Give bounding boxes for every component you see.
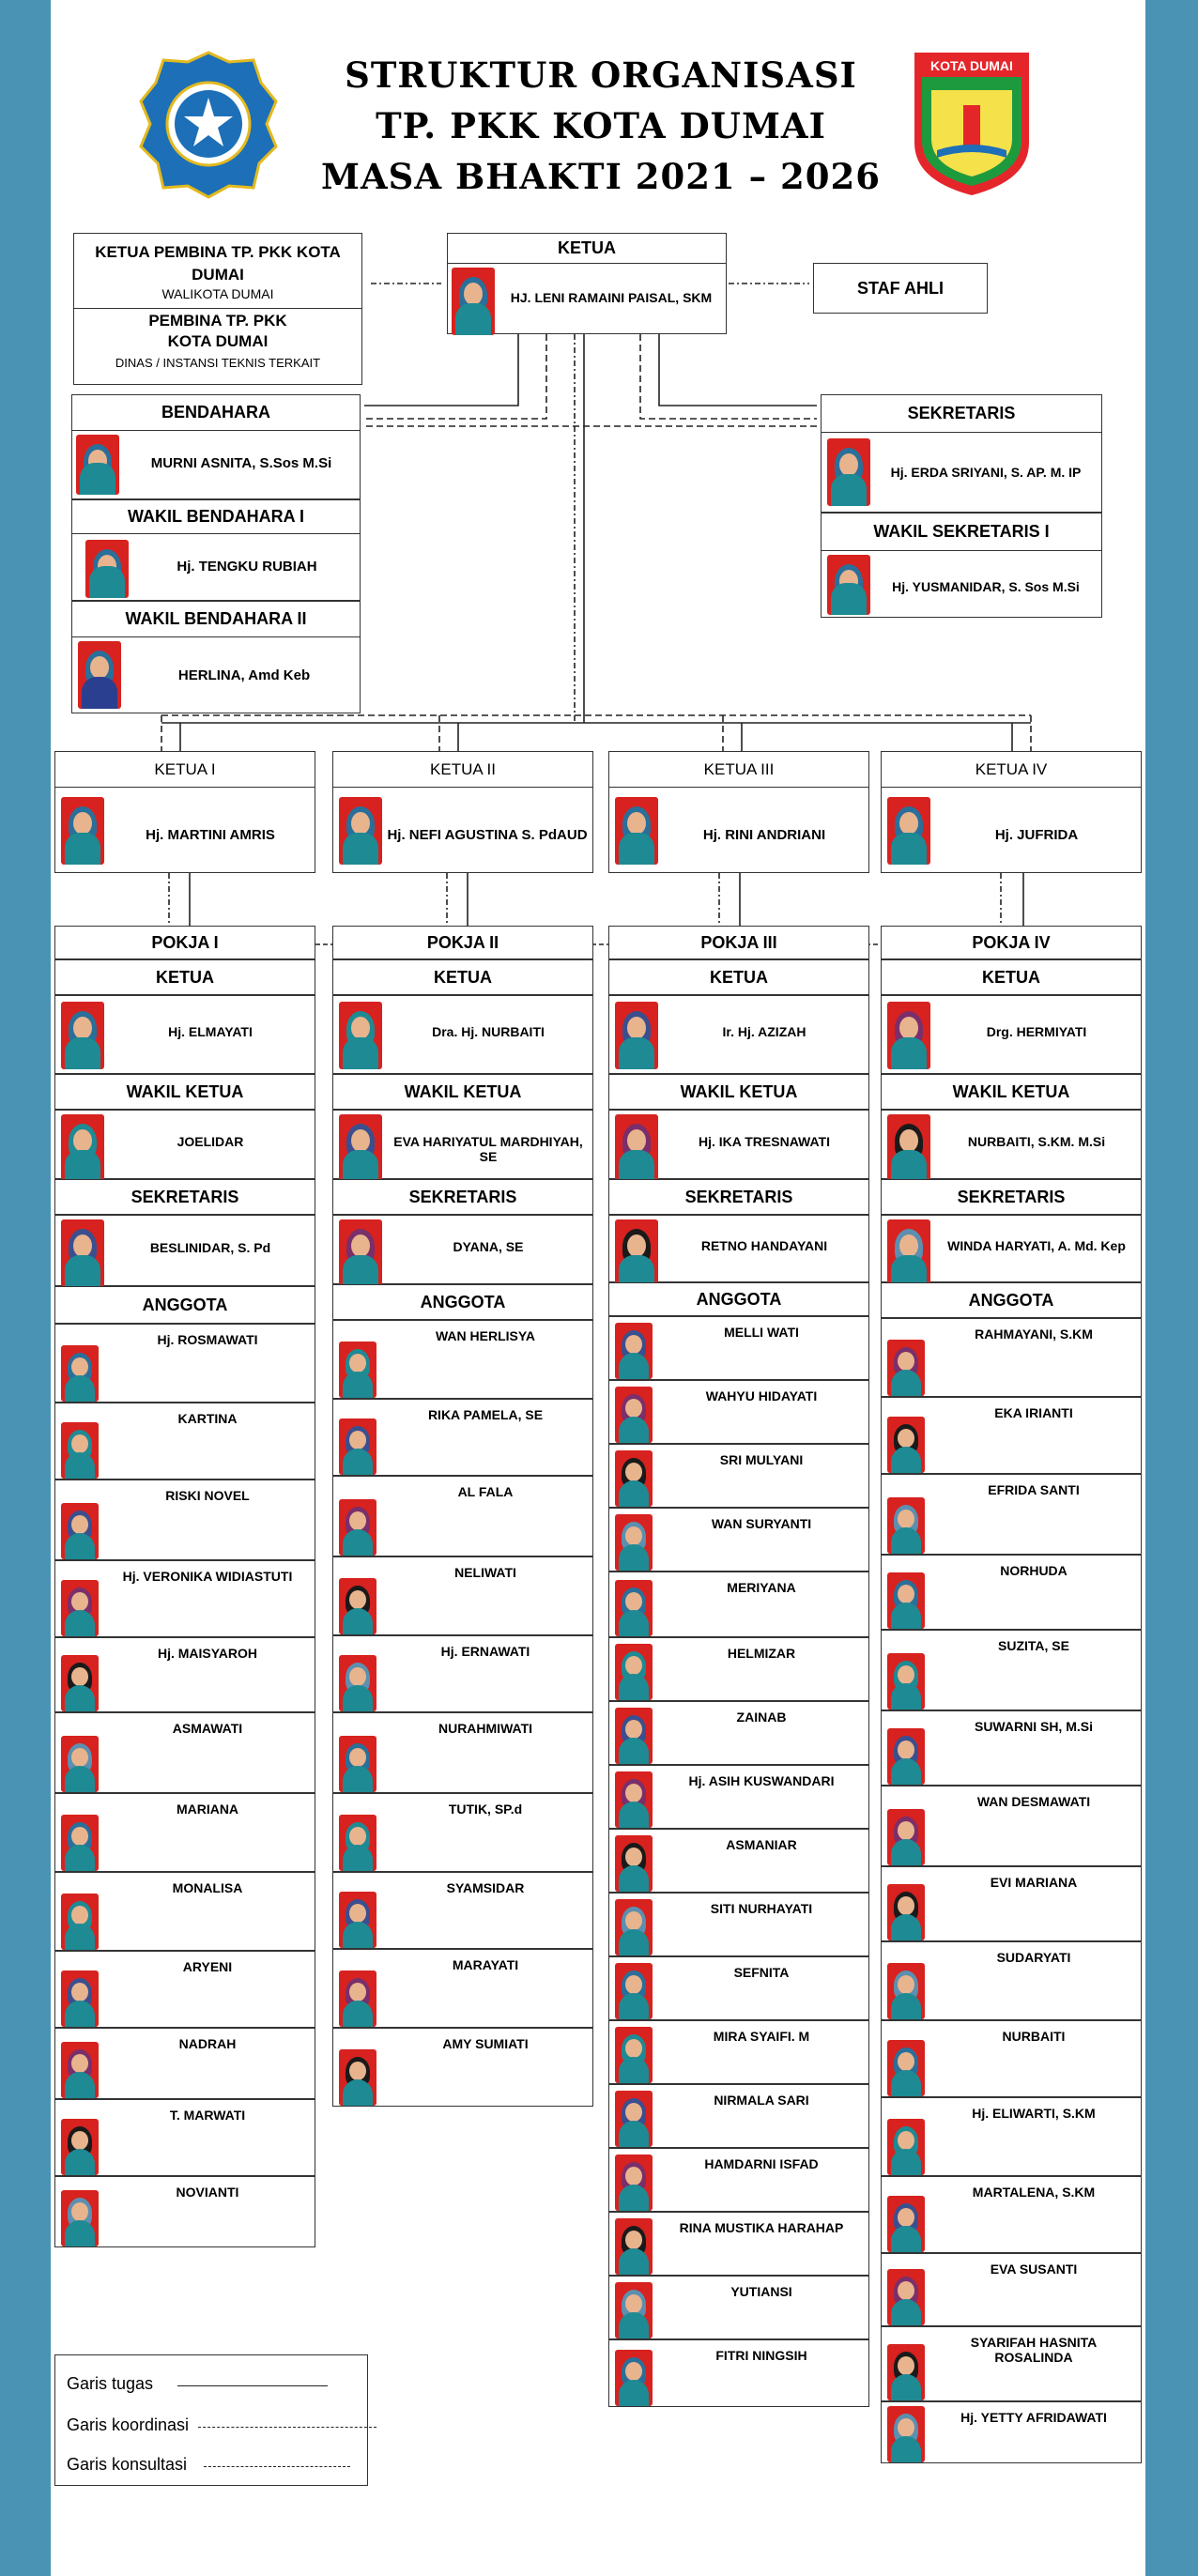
ketua-3-photo [615,797,658,865]
pokja-4-anggota-name: RAHMAYANI, S.KM [975,1326,1093,1342]
pokja-4-title: POKJA IV [881,926,1142,959]
pokja-3-anggota-photo [615,2350,653,2406]
pokja-4-anggota-photo [887,1653,925,1710]
pokja-4-anggota-header: ANGGOTA [881,1282,1142,1318]
pokja-2-anggota-name: AL FALA [457,1484,514,1499]
pokja-2-anggota-photo [339,1342,376,1398]
pokja-1-sekretaris-photo [61,1219,104,1287]
legend-koordinasi-line [198,2427,376,2428]
pokja-3-anggota-name: SITI NURHAYATI [710,1901,813,1916]
pokja-3-anggota-row [608,1572,869,1637]
pokja-3-anggota-photo [615,2027,653,2083]
pokja-2-anggota-row [332,1872,593,1949]
pokja-3-ketua-header: KETUA [608,959,869,995]
pokja-3-anggota-name: NIRMALA SARI [714,2093,809,2108]
pokja-1-anggota-photo [61,1345,99,1402]
pokja-1-ketua-box [54,995,315,1074]
pokja-1-anggota-row [54,1403,315,1480]
pokja-3-anggota-header: ANGGOTA [608,1282,869,1316]
title-line1: STRUKTUR ORGANISASI [345,54,857,96]
pokja-2-sekretaris-photo [339,1219,382,1287]
pokja-3-anggota-row [608,2020,869,2084]
pokja-4-anggota-name: EVI MARIANA [990,1875,1078,1890]
pokja-1-ketua-name: Hj. ELMAYATI [168,1024,253,1039]
pokja-4-anggota-photo [887,1963,925,2019]
pokja-2-anggota-row [332,1949,593,2028]
pokja-3-anggota-row [608,1508,869,1572]
pokja-3-anggota-name: HELMIZAR [727,1646,796,1661]
pokja-4-anggota-name: NORHUDA [1000,1563,1067,1578]
pokja-2-anggota-row [332,1320,593,1399]
pokja-4-anggota-photo [887,2344,925,2400]
pokja-4-anggota-photo [887,1572,925,1629]
pembina-subtitle: DINAS / INSTANSI TEKNIS TERKAIT [115,356,321,370]
pokja-2-anggota-row [332,1399,593,1476]
ketua-2-title: KETUA II [333,752,592,788]
pokja-2-anggota-name: NURAHMIWATI [438,1721,533,1736]
pokja-3-sekretaris-header: SEKRETARIS [608,1179,869,1215]
pokja-3-wakil_ketua-header: WAKIL KETUA [608,1074,869,1110]
pokja-3-anggota-name: SRI MULYANI [719,1452,804,1467]
pokja-3-anggota-photo [615,1387,653,1443]
pokja-4-anggota-row [881,2020,1142,2097]
pokja-1-anggota-name: Hj. MAISYAROH [157,1646,258,1661]
pokja-4-anggota-row [881,1318,1142,1397]
wakil-bendahara-2-name: HERLINA, Amd Keb [177,667,311,683]
pokja-1-anggota-row [54,2099,315,2176]
pokja-4-anggota-photo [887,1809,925,1865]
pokja-3-ketua-box [608,995,869,1074]
ketua-pembina-title: KETUA PEMBINA TP. PKK KOTA DUMAI [95,243,341,284]
pokja-1-anggota-row [54,1951,315,2028]
ketua-pembina-subtitle: WALIKOTA DUMAI [161,286,274,301]
pokja-4-anggota-name: SUDARYATI [996,1950,1071,1965]
ketua-4-title: KETUA IV [882,752,1141,788]
pokja-3-anggota-photo [615,2282,653,2338]
pokja-3-anggota-name: MIRA SYAIFI. M [713,2029,810,2044]
wakil-bendahara-1-box [71,499,361,601]
pokja-3-anggota-row [608,1701,869,1765]
pokja-3-anggota-name: YUTIANSI [730,2284,792,2299]
pokja-4-anggota-name: SYARIFAH HASNITA ROSALINDA [970,2335,1098,2365]
wakil-bendahara-1-title: WAKIL BENDAHARA I [72,500,360,534]
pokja-4-wakil_ketua-box [881,1110,1142,1179]
pokja-4-anggota-row [881,2176,1142,2253]
pokja-1-anggota-name: NOVIANTI [176,2185,239,2200]
pokja-1-anggota-row [54,1560,315,1637]
pokja-3-anggota-row [608,2339,869,2407]
pokja-1-wakil_ketua-name: JOELIDAR [177,1134,244,1149]
pokja-1-anggota-name: Hj. ROSMAWATI [157,1332,258,1347]
pokja-3-anggota-row [608,2276,869,2339]
pokja-3-anggota-photo [615,1580,653,1636]
pokja-4-anggota-photo [887,2406,925,2462]
pokja-2-anggota-photo [339,1578,376,1634]
pokja-2-ketua-name: Dra. Hj. NURBAITI [432,1024,545,1039]
pokja-2-anggota-name: SYAMSIDAR [446,1880,525,1895]
pokja-3-wakil_ketua-photo [615,1114,658,1182]
pokja-2-ketua-header: KETUA [332,959,593,995]
pokja-4-anggota-photo [887,1884,925,1940]
bendahara-title: BENDAHARA [72,395,360,431]
pokja-3-anggota-photo [615,1771,653,1828]
pokja-4-ketua-header: KETUA [881,959,1142,995]
pokja-1-anggota-photo [61,1970,99,2027]
pokja-1-anggota-photo [61,1503,99,1559]
pokja-2-wakil_ketua-box [332,1110,593,1179]
pokja-1-anggota-name: RISKI NOVEL [165,1488,250,1503]
bendahara-photo [76,435,119,495]
pokja-3-anggota-photo [615,2154,653,2211]
pokja-1-anggota-name: NADRAH [178,2036,237,2051]
pokja-3-anggota-name: WAHYU HIDAYATI [705,1388,818,1403]
legend-konsultasi-label: Garis konsultasi [67,2455,188,2474]
pokja-1-anggota-photo [61,2042,99,2098]
pokja-4-sekretaris-photo [887,1219,930,1287]
pokja-2-anggota-row [332,2028,593,2107]
pokja-3-anggota-name: ZAINAB [736,1710,787,1725]
pokja-3-anggota-row [608,1380,869,1444]
pokja-1-wakil_ketua-photo [61,1114,104,1182]
pokja-3-anggota-photo [615,2091,653,2147]
pokja-1-anggota-row [54,1324,315,1403]
pokja-4-anggota-row [881,1710,1142,1786]
wakil-sekretaris-box [821,513,1102,618]
pokja-3-anggota-row [608,1893,869,1956]
ketua-photo [452,268,495,335]
pokja-4-anggota-photo [887,2119,925,2175]
pokja-2-anggota-name: MARAYATI [452,1957,519,1972]
pokja-4-anggota-photo [887,2040,925,2096]
pokja-3-ketua-photo [615,1002,658,1069]
pokja-4-anggota-name: EFRIDA SANTI [988,1482,1080,1497]
pokja-2-anggota-row [332,1635,593,1712]
pokja-1-anggota-photo [61,1894,99,1950]
pokja-3-anggota-photo [615,1899,653,1955]
ketua-box [447,233,727,334]
wakil-bendahara-2-title: WAKIL BENDAHARA II [72,602,360,637]
pokja-1-ketua-photo [61,1002,104,1069]
pokja-3-anggota-row [608,2084,869,2148]
pokja-1-ketua-header: KETUA [54,959,315,995]
staf-ahli-box: STAF AHLI [813,263,988,314]
pokja-2-anggota-row [332,1793,593,1872]
pokja-4-sekretaris-box [881,1215,1142,1282]
pokja-4-wakil_ketua-photo [887,1114,930,1182]
pokja-1-anggota-photo [61,1736,99,1792]
pokja-2-ketua-photo [339,1002,382,1069]
pokja-1-anggota-row [54,2176,315,2247]
legend-konsultasi-line [204,2466,350,2467]
ketua-1-title: KETUA I [55,752,315,788]
pokja-4-wakil_ketua-header: WAKIL KETUA [881,1074,1142,1110]
legend-tugas-label: Garis tugas [67,2374,154,2393]
pokja-3-anggota-row [608,1637,869,1701]
pokja-2-anggota-photo [339,1499,376,1556]
pokja-4-anggota-name: SUWARNI SH, M.Si [974,1719,1093,1734]
pokja-2-anggota-row [332,1712,593,1793]
wakil-sekretaris-name: Hj. YUSMANIDAR, S. Sos M.Si [892,579,1080,594]
pokja-2-anggota-name: AMY SUMIATI [442,2036,529,2051]
pokja-4-anggota-row [881,2253,1142,2326]
pokja-3-anggota-name: RINA MUSTIKA HARAHAP [679,2220,844,2235]
pokja-2-anggota-photo [339,1418,376,1475]
pokja-3-anggota-photo [615,1708,653,1764]
pokja-3-anggota-name: SEFNITA [733,1965,790,1980]
pokja-2-anggota-photo [339,1970,376,2027]
wakil-sekretaris-title: WAKIL SEKRETARIS I [822,514,1101,551]
pokja-2-wakil_ketua-photo [339,1114,382,1182]
pokja-1-anggota-photo [61,2119,99,2175]
pokja-3-sekretaris-photo [615,1219,658,1287]
title-line2: TP. PKK KOTA DUMAI [376,105,826,146]
ketua-2-name: Hj. NEFI AGUSTINA S. PdAUD [387,827,588,843]
pokja-3-anggota-photo [615,1644,653,1700]
pokja-4-anggota-name: Hj. YETTY AFRIDAWATI [960,2410,1107,2425]
pokja-2-anggota-name: WAN HERLISYA [435,1328,536,1343]
pokja-2-sekretaris-header: SEKRETARIS [332,1179,593,1215]
pokja-3-wakil_ketua-box [608,1110,869,1179]
ketua-pembina-box [73,233,362,310]
pokja-4-sekretaris-name: WINDA HARYATI, A. Md. Kep [947,1238,1126,1253]
pokja-2-anggota-name: Hj. ERNAWATI [440,1644,530,1659]
pokja-4-anggota-row [881,2097,1142,2176]
pokja-1-anggota-name: Hj. VERONIKA WIDIASTUTI [122,1569,293,1584]
pokja-2-sekretaris-name: DYANA, SE [453,1239,524,1254]
pokja-2-anggota-name: NELIWATI [454,1565,516,1580]
pembina-box [73,308,362,385]
pokja-1-anggota-name: ARYENI [182,1959,233,1974]
wakil-bendahara-2-box [71,601,361,713]
pokja-3-anggota-row [608,2148,869,2212]
pokja-2-anggota-name: TUTIK, SP.d [448,1802,523,1817]
pokja-3-anggota-row [608,1444,869,1508]
pokja-4-anggota-photo [887,1417,925,1473]
pokja-3-anggota-name: FITRI NINGSIH [715,2348,807,2363]
ketua-1-box [54,751,315,873]
pokja-4-anggota-photo [887,2269,925,2325]
pokja-1-anggota-name: MONALISA [172,1880,243,1895]
pokja-3-wakil_ketua-name: Hj. IKA TRESNAWATI [699,1134,830,1149]
pokja-3-anggota-name: HAMDARNI ISFAD [704,2156,819,2171]
pokja-3-anggota-photo [615,1450,653,1507]
sekretaris-photo [827,438,870,506]
pokja-2-anggota-photo [339,1736,376,1792]
pokja-1-anggota-name: KARTINA [177,1411,238,1426]
pokja-3-anggota-name: WAN SURYANTI [711,1516,812,1531]
wakil-bendahara-2-photo [78,641,121,709]
pokja-4-anggota-row [881,2326,1142,2401]
pokja-2-anggota-photo [339,1655,376,1711]
pokja-1-title: POKJA I [54,926,315,959]
wakil-bendahara-1-name: Hj. TENGKU RUBIAH [177,559,317,575]
pokja-2-wakil_ketua-header: WAKIL KETUA [332,1074,593,1110]
pokja-4-anggota-row [881,2401,1142,2463]
pokja-4-anggota-photo [887,1340,925,1396]
pokja-2-anggota-photo [339,1892,376,1948]
bendahara-box [71,394,361,499]
pokja-1-anggota-row [54,2028,315,2099]
pokja-2-title: POKJA II [332,926,593,959]
pokja-4-anggota-row [881,1555,1142,1630]
pokja-4-anggota-name: SUZITA, SE [998,1638,1069,1653]
ketua-4-box [881,751,1142,873]
pokja-1-anggota-name: MARIANA [176,1802,239,1817]
pembina-title: PEMBINA TP. PKK KOTA DUMAI [148,312,287,350]
pokja-3-anggota-photo [615,1835,653,1892]
pokja-2-anggota-row [332,1476,593,1556]
pokja-3-anggota-row [608,1765,869,1829]
legend [54,2354,368,2486]
wakil-bendahara-1-photo [85,540,129,598]
pokja-3-anggota-name: ASMANIAR [726,1837,797,1852]
ketua-1-name: Hj. MARTINI AMRIS [146,827,275,843]
bendahara-name: MURNI ASNITA, S.Sos M.Si [150,455,332,471]
pokja-4-anggota-name: EVA SUSANTI [990,2262,1078,2277]
pokja-4-anggota-name: WAN DESMAWATI [976,1794,1091,1809]
pokja-1-sekretaris-header: SEKRETARIS [54,1179,315,1215]
ketua-3-title: KETUA III [609,752,868,788]
wakil-sekretaris-photo [827,555,870,615]
ketua-name: HJ. LENI RAMAINI PAISAL, SKM [510,290,713,305]
pokja-3-anggota-row [608,1829,869,1893]
pokja-1-anggota-name: ASMAWATI [172,1721,243,1736]
pokja-3-anggota-photo [615,1323,653,1379]
pokja-3-anggota-name: MELLI WATI [724,1325,799,1340]
ketua-2-photo [339,797,382,865]
pokja-3-anggota-name: Hj. ASIH KUSWANDARI [688,1773,835,1788]
ketua-3-name: Hj. RINI ANDRIANI [702,827,826,843]
pokja-2-sekretaris-box [332,1215,593,1284]
pokja-3-anggota-row [608,2212,869,2276]
ketua-2-box [332,751,593,873]
pokja-1-anggota-row [54,1712,315,1793]
pokja-1-anggota-photo [61,2190,99,2246]
sekretaris-title: SEKRETARIS [822,395,1101,433]
pokja-2-ketua-box [332,995,593,1074]
pokja-1-anggota-row [54,1793,315,1872]
pokja-1-sekretaris-box [54,1215,315,1286]
pokja-3-sekretaris-box [608,1215,869,1282]
pokja-4-anggota-row [881,1941,1142,2020]
pokja-1-anggota-photo [61,1580,99,1636]
ketua-1-photo [61,797,104,865]
pokja-3-title: POKJA III [608,926,869,959]
pokja-1-anggota-photo [61,1422,99,1479]
pokja-3-anggota-row [608,1316,869,1380]
pokja-2-wakil_ketua-name: EVA HARIYATUL MARDHIYAH, SE [393,1134,583,1164]
pokja-1-anggota-row [54,1637,315,1712]
pokja-3-ketua-name: Ir. Hj. AZIZAH [722,1024,806,1039]
ketua-3-box [608,751,869,873]
pokja-2-anggota-photo [339,2049,376,2106]
pokja-4-anggota-row [881,1630,1142,1710]
pokja-4-anggota-row [881,1866,1142,1941]
pokja-3-anggota-name: MERIYANA [727,1580,796,1595]
pokja-4-anggota-row [881,1397,1142,1474]
pokja-4-wakil_ketua-name: NURBAITI, S.KM. M.Si [967,1134,1106,1149]
pokja-4-anggota-name: MARTALENA, S.KM [972,2185,1096,2200]
pokja-1-anggota-header: ANGGOTA [54,1286,315,1324]
ketua-title: KETUA [448,234,726,264]
pokja-2-anggota-header: ANGGOTA [332,1284,593,1320]
pokja-1-sekretaris-name: BESLINIDAR, S. Pd [149,1240,271,1255]
ketua-4-photo [887,797,930,865]
pokja-4-anggota-photo [887,1497,925,1554]
pokja-1-anggota-photo [61,1815,99,1871]
pokja-2-anggota-row [332,1556,593,1635]
pokja-3-anggota-photo [615,2218,653,2275]
pokja-1-wakil_ketua-box [54,1110,315,1179]
pokja-4-ketua-photo [887,1002,930,1069]
pokja-4-ketua-name: Drg. HERMIYATI [986,1024,1087,1039]
pokja-4-anggota-name: EKA IRIANTI [994,1405,1073,1420]
title-line3: MASA BHAKTI 2021 – 2026 [320,156,881,197]
pokja-1-anggota-name: T. MARWATI [169,2108,246,2123]
sekretaris-box [821,394,1102,513]
kota-dumai-seal-text: KOTA DUMAI [930,58,1013,73]
pokja-4-ketua-box [881,995,1142,1074]
pokja-2-anggota-name: RIKA PAMELA, SE [427,1407,544,1422]
pokja-3-sekretaris-name: RETNO HANDAYANI [700,1238,828,1253]
pokja-4-anggota-row [881,1786,1142,1866]
pokja-4-anggota-row [881,1474,1142,1555]
sekretaris-name: Hj. ERDA SRIYANI, S. AP. M. IP [890,465,1082,480]
pokja-4-sekretaris-header: SEKRETARIS [881,1179,1142,1215]
legend-tugas-line [177,2385,328,2386]
pokja-3-anggota-row [608,1956,869,2020]
pokja-1-anggota-row [54,1480,315,1560]
pokja-2-anggota-photo [339,1815,376,1871]
pokja-4-anggota-photo [887,2196,925,2252]
pokja-1-wakil_ketua-header: WAKIL KETUA [54,1074,315,1110]
pokja-4-anggota-name: Hj. ELIWARTI, S.KM [972,2106,1096,2121]
pokja-4-anggota-name: NURBAITI [1002,2029,1066,2044]
legend-koordinasi-label: Garis koordinasi [67,2415,190,2434]
pokja-1-anggota-photo [61,1655,99,1711]
pokja-3-anggota-photo [615,1514,653,1571]
ketua-4-name: Hj. JUFRIDA [994,827,1079,843]
pokja-4-anggota-photo [887,1728,925,1785]
pokja-3-anggota-photo [615,1963,653,2019]
pokja-1-anggota-row [54,1872,315,1951]
